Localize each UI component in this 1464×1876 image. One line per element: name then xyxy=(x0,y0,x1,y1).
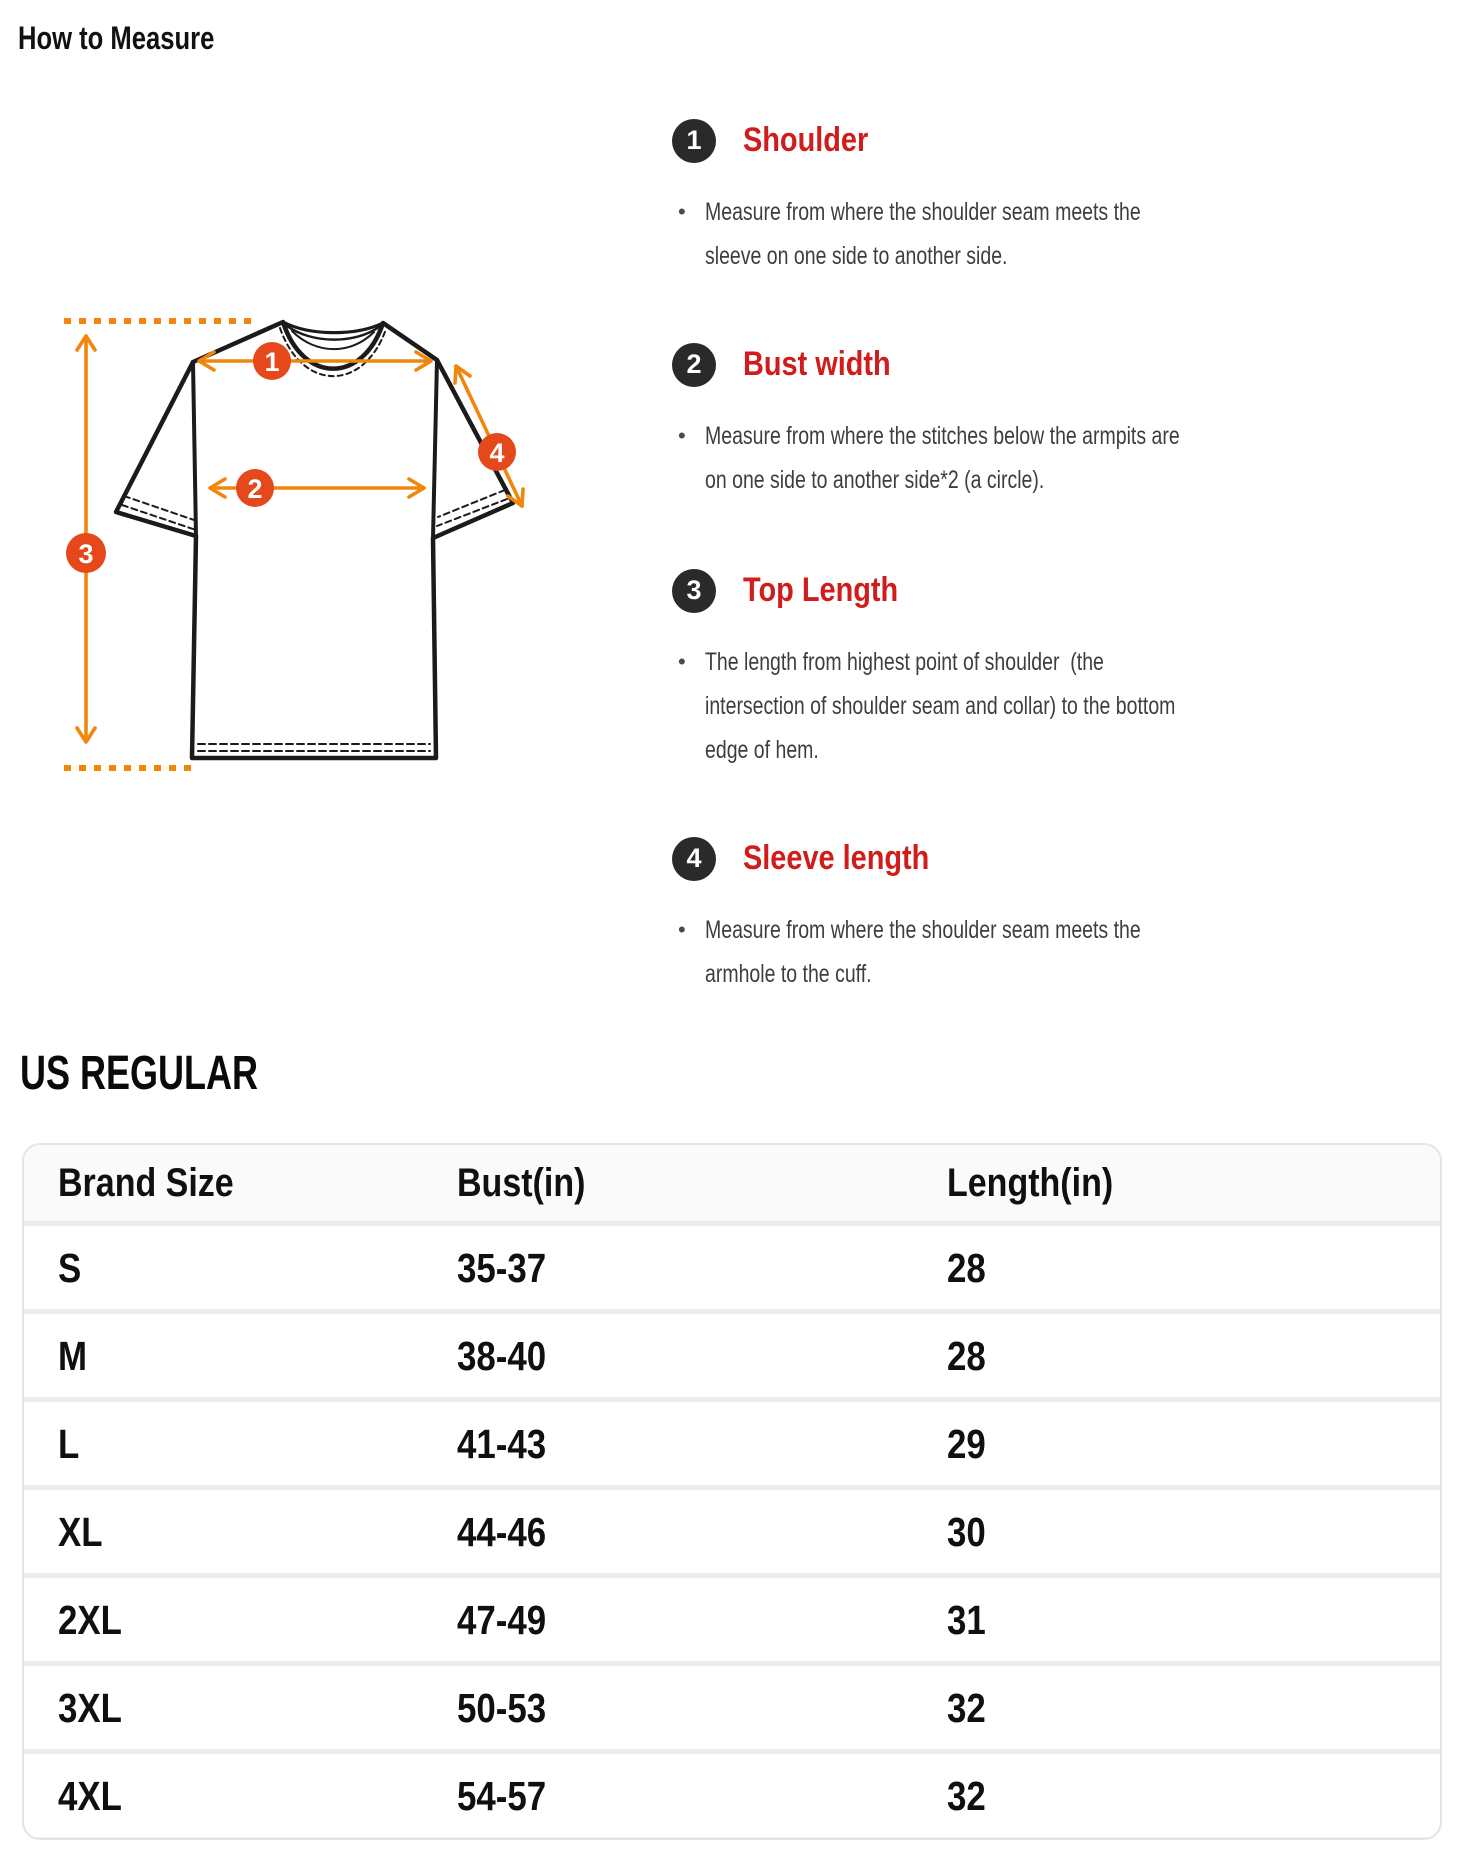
table-row xyxy=(24,1485,1440,1573)
section-title: Bust width xyxy=(743,345,891,383)
svg-text:3: 3 xyxy=(78,539,94,569)
diagram-badge-3 xyxy=(66,533,106,573)
section-title: Top Length xyxy=(743,571,899,609)
section-description xyxy=(678,190,1272,278)
cell-size: 2XL xyxy=(58,1596,122,1643)
description-line: on one side to another side*2 (a circle). xyxy=(705,466,1045,494)
table-row xyxy=(24,1309,1440,1397)
instruction-section-bust-width xyxy=(672,342,1272,502)
section-title: Sleeve length xyxy=(743,839,930,877)
description-line: intersection of shoulder seam and collar) to the bottom xyxy=(705,692,1176,720)
cell-bust: 35-37 xyxy=(457,1244,547,1291)
cell-size: M xyxy=(58,1332,88,1379)
svg-text:1: 1 xyxy=(264,347,280,377)
cell-length: 32 xyxy=(947,1684,986,1731)
column-header-length: Length(in) xyxy=(947,1161,1114,1205)
cell-bust: 44-46 xyxy=(457,1508,547,1555)
diagram-badge-4 xyxy=(478,433,516,471)
description-line: edge of hem. xyxy=(705,736,819,764)
table-row xyxy=(24,1397,1440,1485)
cell-size: 4XL xyxy=(58,1772,122,1819)
section-header xyxy=(672,342,1272,387)
table-header-row xyxy=(24,1145,1440,1221)
section-description xyxy=(678,640,1272,772)
number-badge-icon: 1 xyxy=(672,119,716,163)
description-line: The length from highest point of shoulder (the xyxy=(705,648,1104,676)
cell-length: 31 xyxy=(947,1596,986,1643)
instruction-section-top-length xyxy=(672,568,1272,772)
section-title: Shoulder xyxy=(743,121,869,159)
instruction-section-shoulder xyxy=(672,118,1272,278)
cell-length: 28 xyxy=(947,1332,986,1379)
description-line: Measure from where the shoulder seam meets the xyxy=(705,916,1141,944)
cell-bust: 50-53 xyxy=(457,1684,547,1731)
tshirt-measure-diagram xyxy=(0,0,600,800)
cell-length: 28 xyxy=(947,1244,986,1291)
page-title-text: How to Measure xyxy=(18,20,215,56)
svg-text:2: 2 xyxy=(247,474,263,504)
description-line: Measure from where the shoulder seam meets the xyxy=(705,198,1141,226)
description-line: Measure from where the stitches below the armpits are xyxy=(705,422,1180,450)
bullet-icon: • xyxy=(678,199,686,224)
bullet-icon: • xyxy=(678,423,686,448)
section-description xyxy=(678,414,1272,502)
bullet-icon: • xyxy=(678,649,686,674)
diagram-badge-2 xyxy=(236,469,274,507)
cell-length: 30 xyxy=(947,1508,986,1555)
number-badge-icon: 2 xyxy=(672,343,716,387)
section-header xyxy=(672,568,1272,613)
section-header xyxy=(672,118,1272,163)
description-line: armhole to the cuff. xyxy=(705,960,872,988)
cell-bust: 47-49 xyxy=(457,1596,547,1643)
svg-text:4: 4 xyxy=(489,438,505,468)
bullet-icon: • xyxy=(678,917,686,942)
table-row xyxy=(24,1661,1440,1749)
section-header xyxy=(672,836,1272,881)
table-row xyxy=(24,1221,1440,1309)
cell-length: 29 xyxy=(947,1420,986,1467)
column-header-bust: Bust(in) xyxy=(457,1161,586,1205)
column-header-brand-size: Brand Size xyxy=(58,1161,234,1205)
cell-bust: 41-43 xyxy=(457,1420,547,1467)
table-row xyxy=(24,1749,1440,1837)
diagram-badge-1 xyxy=(253,342,291,380)
cell-size: S xyxy=(58,1244,82,1291)
cell-bust: 38-40 xyxy=(457,1332,547,1379)
section-description xyxy=(678,908,1272,996)
cell-length: 32 xyxy=(947,1772,986,1819)
tshirt-outline xyxy=(116,322,513,758)
table-row xyxy=(24,1573,1440,1661)
description-line: sleeve on one side to another side. xyxy=(705,242,1008,270)
number-badge-icon: 4 xyxy=(672,837,716,881)
size-chart-heading: US REGULAR xyxy=(20,1047,259,1100)
cell-bust: 54-57 xyxy=(457,1772,547,1819)
cell-size: XL xyxy=(58,1508,103,1555)
collar-ribbing xyxy=(283,322,383,333)
cell-size: 3XL xyxy=(58,1684,122,1731)
number-badge-icon: 3 xyxy=(672,569,716,613)
instruction-section-sleeve-length xyxy=(672,836,1272,996)
size-chart-table xyxy=(22,1143,1442,1840)
cell-size: L xyxy=(58,1420,80,1467)
